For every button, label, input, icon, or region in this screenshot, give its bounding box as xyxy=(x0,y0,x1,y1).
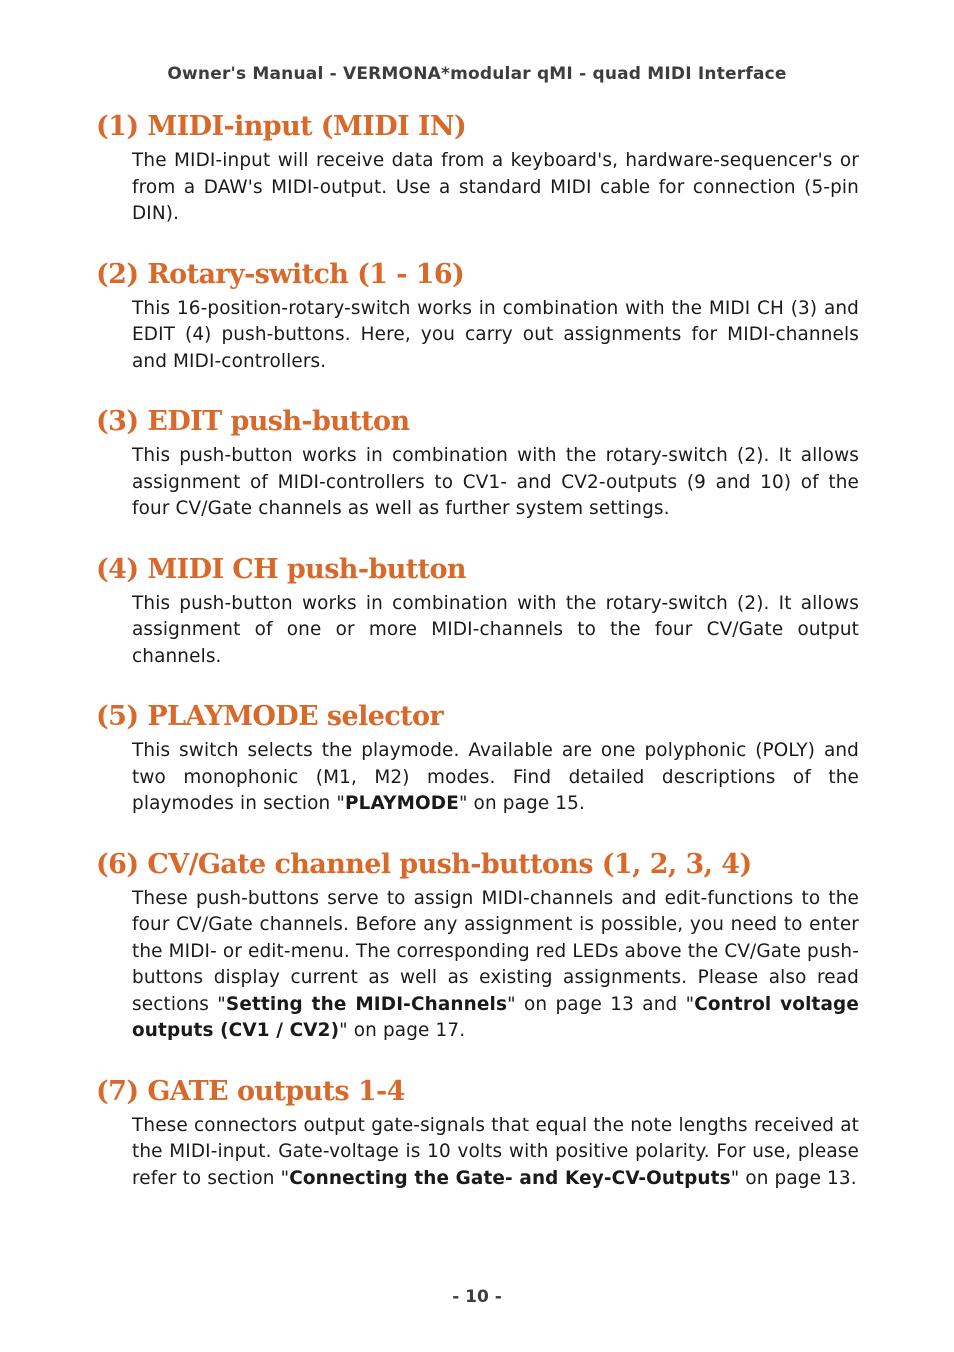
section-paragraph xyxy=(132,443,859,549)
paragraph-text: " on page 13 and " xyxy=(507,993,695,1015)
section-paragraph xyxy=(132,296,859,402)
manual-content xyxy=(0,106,954,1218)
running-header: Owner's Manual - VERMONA*modular qMI - quad MIDI Interface xyxy=(167,64,787,84)
section-heading: (2) Rotary-switch (1 - 16) xyxy=(96,258,465,290)
emphasized-reference: Setting the MIDI-Channels xyxy=(225,993,508,1015)
section-3 xyxy=(0,401,954,549)
section-heading: (1) MIDI-input (MIDI IN) xyxy=(96,111,467,142)
paragraph-text: This push-button works in combination with the rotary-switch (2). It allows assignment of MIDI-controllers to CV1- and CV2-outputs (9 and 10) of the four CV/Gate channels as well as further system settings. xyxy=(132,445,859,519)
section-paragraph xyxy=(132,1113,859,1219)
section-paragraph xyxy=(132,148,859,254)
section-heading: (3) EDIT push-button xyxy=(96,406,410,437)
section-heading: (6) CV/Gate channel push-buttons (1, 2, 3, 4) xyxy=(96,848,752,880)
paragraph-text: The MIDI-input will receive data from a keyboard's, hardware-sequencer's or from a DAW's MIDI-output. Use a standard MIDI cable for connection (5-pin DIN). xyxy=(132,150,859,224)
section-paragraph xyxy=(132,738,859,844)
section-heading: (5) PLAYMODE selector xyxy=(96,701,444,732)
section-heading: (7) GATE outputs 1-4 xyxy=(96,1075,405,1107)
paragraph-text: This switch selects the playmode. Available are one polyphonic (POLY) and two monophonic (M1, M2) modes. Find detailed descriptions of the playmodes in section " xyxy=(132,740,859,814)
section-7 xyxy=(0,1071,954,1219)
paragraph-text: " on page 17. xyxy=(339,1020,466,1041)
paragraph-text: These push-buttons serve to assign MIDI-channels and edit-functions to the four CV/Gate channels. Before any assignment is possible, you need to enter the MIDI- or edit-menu. The corresponding red LEDs above the CV/Gate push-buttons display current as well as existing assignments. Please also read sections " xyxy=(132,887,859,1015)
section-4 xyxy=(0,549,954,697)
paragraph-text: " on page 13. xyxy=(730,1167,857,1189)
section-5 xyxy=(0,696,954,844)
paragraph-text: These connectors output gate-signals that equal the note lengths received at the MIDI-input. Gate-voltage is 10 volts with positive polarity. For use, please refer to section " xyxy=(132,1114,859,1189)
section-1 xyxy=(0,106,954,254)
section-2 xyxy=(0,254,954,402)
section-heading: (4) MIDI CH push-button xyxy=(96,553,466,585)
section-paragraph xyxy=(132,886,859,1071)
emphasized-reference: PLAYMODE xyxy=(344,793,459,814)
emphasized-reference: Control voltage outputs (CV1 / CV2) xyxy=(132,993,859,1041)
page-number: - 10 - xyxy=(452,1287,502,1307)
emphasized-reference: Connecting the Gate- and Key-CV-Outputs xyxy=(289,1167,731,1189)
paragraph-text: This 16-position-rotary-switch works in combination with the MIDI CH (3) and EDIT (4) push-buttons. Here, you carry out assignments for MIDI-channels and MIDI-controllers. xyxy=(132,297,859,372)
paragraph-text: " on page 15. xyxy=(458,793,585,814)
section-paragraph xyxy=(132,591,859,697)
section-6 xyxy=(0,844,954,1071)
paragraph-text: This push-button works in combination with the rotary-switch (2). It allows assignment of one or more MIDI-channels to the four CV/Gate output channels. xyxy=(132,592,859,667)
